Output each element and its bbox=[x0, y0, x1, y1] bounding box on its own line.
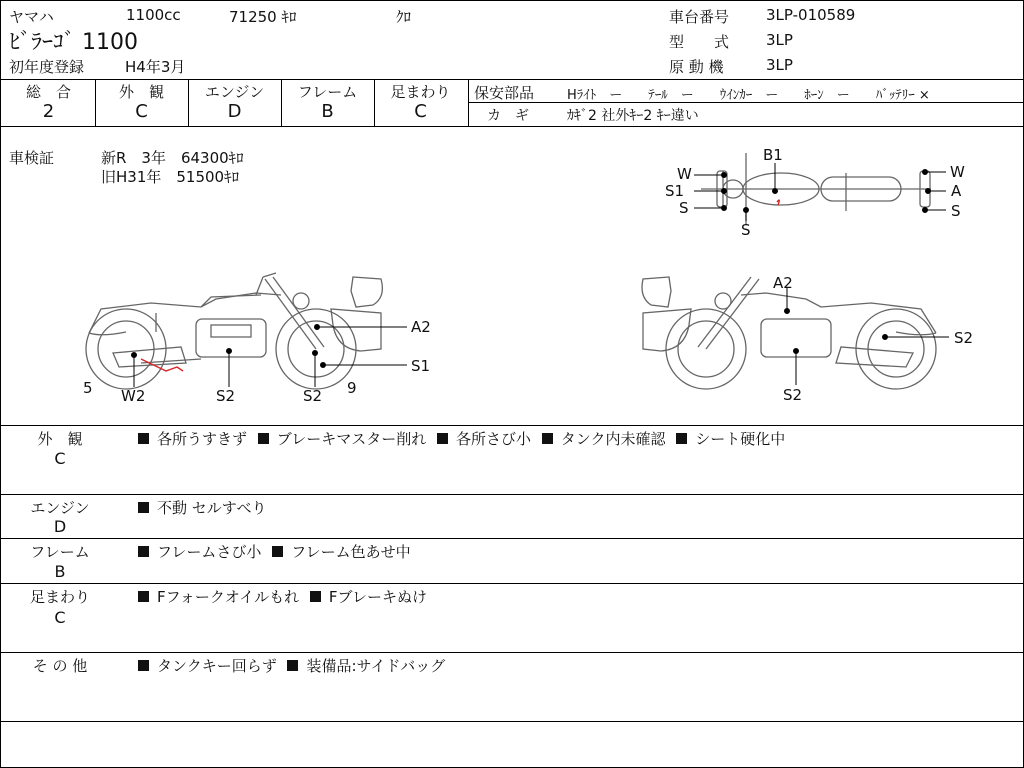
top-view-motorcycle bbox=[701, 153, 931, 225]
section-suspension-label: 足まわり bbox=[29, 588, 90, 606]
bullet-icon bbox=[138, 433, 149, 444]
divider bbox=[1, 583, 1023, 584]
left-side-motorcycle bbox=[86, 273, 382, 389]
remark-item: ブレーキマスター削れ bbox=[276, 430, 427, 448]
damage-diagram bbox=[1, 127, 1023, 425]
label-S2-right-rear: S2 bbox=[954, 329, 974, 347]
divider bbox=[1, 538, 1023, 539]
key-label: カ ギ bbox=[487, 108, 529, 124]
model-name: ﾋﾞﾗｰｺﾞ 1100 bbox=[9, 30, 138, 55]
section-exterior-items bbox=[138, 428, 791, 449]
remark-item: 各所さび小 bbox=[455, 430, 531, 448]
inspection-label: 車検証 bbox=[9, 149, 55, 167]
type-label: 型 式 bbox=[669, 33, 730, 51]
section-suspension-items bbox=[138, 586, 433, 607]
color: ｸﾛ bbox=[396, 8, 412, 26]
bullet-icon bbox=[272, 546, 283, 557]
remark-item: Fフォークオイルもれ bbox=[157, 588, 300, 606]
label-W-top-left: W bbox=[677, 165, 692, 183]
bullet-icon bbox=[676, 433, 687, 444]
inspection-old: 旧H31年 51500ｷﾛ bbox=[101, 168, 240, 186]
divider bbox=[1, 652, 1023, 653]
frame-number-label: 車台番号 bbox=[669, 8, 730, 26]
divider bbox=[1, 494, 1023, 495]
bullet-icon bbox=[138, 546, 149, 557]
bullet-icon bbox=[437, 433, 448, 444]
label-9-left: 9 bbox=[347, 379, 357, 397]
remark-item: Fブレーキぬけ bbox=[328, 588, 427, 606]
remark-item: フレーム色あせ中 bbox=[291, 543, 411, 561]
type-value: 3LP bbox=[766, 31, 793, 49]
label-S-top-bottom: S bbox=[741, 221, 751, 239]
bullet-icon bbox=[138, 660, 149, 671]
section-other-label: そ の 他 bbox=[32, 657, 88, 675]
label-W-top-right: W bbox=[950, 163, 965, 181]
bullet-icon bbox=[138, 502, 149, 513]
remark-item: 各所うすきず bbox=[157, 430, 248, 448]
divider bbox=[1, 721, 1023, 722]
section-exterior-grade: C bbox=[54, 449, 66, 468]
mileage: 71250 ｷﾛ bbox=[229, 8, 297, 26]
key-value: ｶｷﾞ2 社外ｷｰ2 ｷｰ違い bbox=[567, 108, 699, 124]
safety-parts-label: 保安部品 bbox=[474, 84, 535, 102]
section-engine-items bbox=[138, 497, 272, 518]
section-engine-grade: D bbox=[53, 517, 67, 536]
first-registration-value: H4年3月 bbox=[125, 58, 186, 76]
label-A-top: A bbox=[951, 182, 962, 200]
label-S2-left-engine: S2 bbox=[216, 387, 236, 405]
grade-exterior-value: C bbox=[135, 101, 148, 122]
label-S1-left: S1 bbox=[411, 357, 431, 375]
section-frame-items bbox=[138, 541, 417, 562]
remark-item: タンクキー回らず bbox=[157, 657, 277, 675]
safety-parts-items: Hﾗｲﾄ ー ﾃｰﾙ ー ｳｲﾝｶｰ ー ﾎｰﾝ ー ﾊﾞｯﾃﾘｰ × bbox=[567, 88, 930, 103]
divider bbox=[468, 79, 469, 126]
right-side-motorcycle bbox=[642, 277, 936, 389]
grade-total-value: 2 bbox=[42, 101, 55, 122]
grade-total-label: 総 合 bbox=[25, 83, 71, 101]
remark-item: 不動 セルすべり bbox=[157, 499, 267, 517]
divider bbox=[1, 79, 1023, 80]
label-A2-right: A2 bbox=[773, 274, 793, 292]
bullet-icon bbox=[542, 433, 553, 444]
section-suspension-grade: C bbox=[54, 608, 66, 627]
label-S2-right-engine: S2 bbox=[783, 386, 803, 404]
section-other-items bbox=[138, 655, 451, 676]
engine-model-label: 原 動 機 bbox=[669, 58, 724, 76]
grade-suspension-label: 足まわり bbox=[390, 83, 451, 101]
engine-model-value: 3LP bbox=[766, 56, 793, 74]
grade-engine-value: D bbox=[227, 101, 242, 122]
bullet-icon bbox=[258, 433, 269, 444]
first-registration-label: 初年度登録 bbox=[9, 58, 85, 76]
label-S-top-right: S bbox=[951, 202, 961, 220]
bullet-icon bbox=[138, 591, 149, 602]
section-frame-label: フレーム bbox=[30, 543, 90, 561]
section-frame-grade: B bbox=[54, 562, 66, 581]
grade-suspension-value: C bbox=[414, 101, 427, 122]
label-5-left: 5 bbox=[83, 379, 93, 397]
label-A2-left: A2 bbox=[411, 318, 431, 336]
remark-item: シート硬化中 bbox=[695, 430, 786, 448]
remark-item: タンク内未確認 bbox=[560, 430, 666, 448]
remark-item: フレームさび小 bbox=[157, 543, 262, 561]
section-engine-label: エンジン bbox=[30, 499, 90, 517]
remark-item: 装備品:サイドバッグ bbox=[306, 657, 446, 675]
grade-engine-label: エンジン bbox=[204, 83, 265, 101]
bullet-icon bbox=[287, 660, 298, 671]
section-exterior-label: 外 観 bbox=[37, 430, 83, 448]
grade-exterior-label: 外 観 bbox=[118, 83, 164, 101]
grade-frame-label: フレーム bbox=[297, 83, 358, 101]
inspection-new: 新R 3年 64300ｷﾛ bbox=[101, 149, 244, 167]
bullet-icon bbox=[310, 591, 321, 602]
grade-frame-value: B bbox=[321, 101, 334, 122]
maker: ヤマハ bbox=[9, 8, 54, 26]
divider bbox=[1, 425, 1023, 426]
displacement: 1100cc bbox=[126, 6, 181, 24]
label-S1-top: S1 bbox=[665, 182, 685, 200]
label-S2-left-front: S2 bbox=[303, 387, 323, 405]
label-B1: B1 bbox=[763, 146, 783, 164]
label-S-top-left: S bbox=[679, 199, 689, 217]
frame-number-value: 3LP-010589 bbox=[766, 6, 856, 24]
label-W2-left: W2 bbox=[121, 387, 146, 405]
